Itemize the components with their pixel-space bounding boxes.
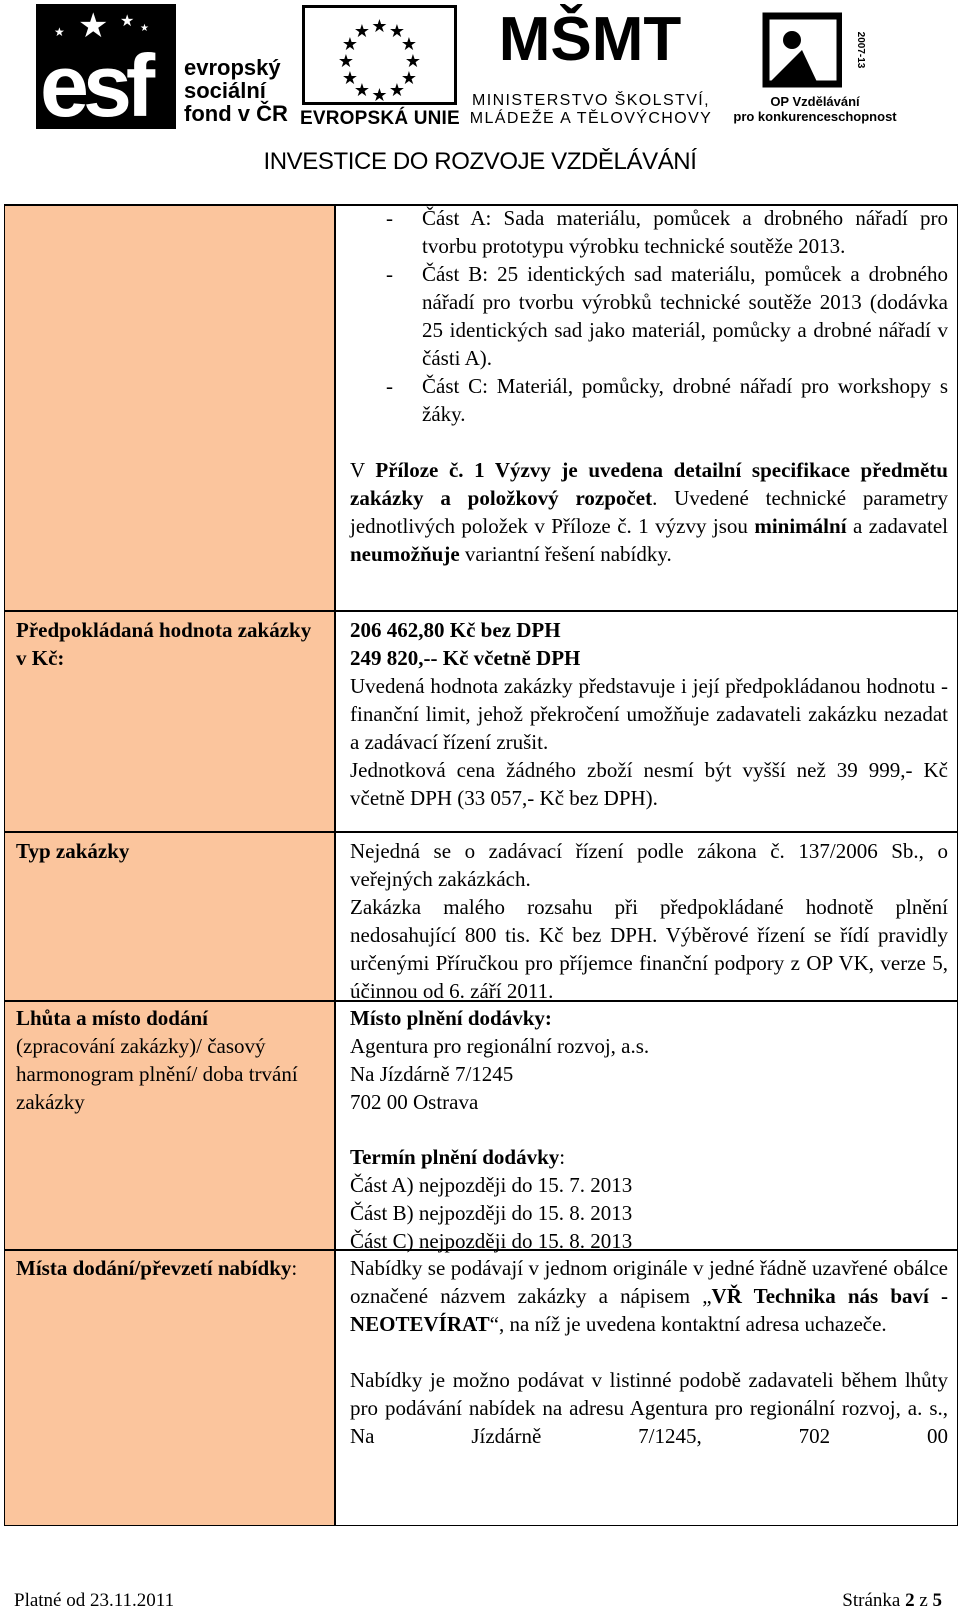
esf-caption-line: fond v ČR <box>184 101 288 126</box>
part-item: - Část C: Materiál, pomůcky, drobné nářadí pro workshopy s žáky. <box>386 374 948 426</box>
delivery-place-title: Místo plnění dodávky: <box>350 1006 552 1030</box>
delivery-label-bold: Lhůta a místo dodání <box>16 1006 208 1030</box>
delivery-label-rest: (zpracování zakázky)/ časový harmonogram plnění/ doba trvání zakázky <box>16 1034 298 1114</box>
op-caption-line: pro konkurenceschopnost <box>733 109 897 124</box>
row-divider <box>4 610 958 612</box>
svg-text:★: ★ <box>371 16 388 37</box>
part-item: - Část A: Sada materiálu, pomůcek a drobného nářadí pro tvorbu prototypu výrobku technické soutěže 2013. <box>386 206 948 258</box>
msmt-logo-letters: MŠMT <box>498 5 682 74</box>
page-number-footer: Stránka 2 z 5 <box>842 1590 942 1611</box>
msmt-logo <box>498 0 682 88</box>
esf-logo-letters: esf <box>40 36 150 135</box>
esf-caption-line: evropský <box>184 55 281 80</box>
svg-text:★: ★ <box>353 80 371 101</box>
address-line: Agentura pro regionální rozvoj, a.s. <box>350 1034 650 1058</box>
op-caption-line: OP Vzdělávání <box>770 94 860 109</box>
svg-text:★: ★ <box>341 34 359 55</box>
delivery-term-line: Část A) nejpozději do 15. 7. 2013 <box>350 1173 633 1197</box>
msmt-caption-line: MLÁDEŽE A TĚLOVÝCHOVY <box>469 110 713 127</box>
investice-banner: INVESTICE DO ROZVOJE VZDĚLÁVÁNÍ <box>263 148 697 175</box>
offer-address-paragraph: Nabídky je možno podávat v listinné podobě zadavateli během lhůty pro podávání nabídek na adresu Agentura pro regionální rozvoj, a. s., Na Jízdárně 7/1245, 702 00 <box>350 1368 948 1448</box>
specification-paragraph: V Příloze č. 1 Výzvy je uvedena detailní specifikace předmětu zakázky a položkový rozpočet. Uvedené technické parametry jednotlivých položek v Příloze č. 1 výzvy jsou minimální a zadavatel neumožňuje variantní řešení nabídky. <box>350 458 949 566</box>
delivery-term-title: Termín plnění dodávky: <box>350 1145 566 1169</box>
svg-text:★: ★ <box>404 51 422 72</box>
address-line: Na Jízdárně 7/1245 <box>350 1062 514 1086</box>
part-b-text: Část B: 25 identických sad materiálu, pomůcek a drobného nářadí pro tvorbu výrobků technické soutěže 2013 (dodávka 25 identických sad jako materiál, pomůcky a drobné nářadí v části A). <box>422 262 948 370</box>
delivery-term-line: Část B) nejpozději do 15. 8. 2013 <box>350 1201 633 1225</box>
svg-text:★: ★ <box>388 21 406 42</box>
offer-submission-label: Místa dodání/převzetí nabídky: <box>16 1256 298 1280</box>
msmt-caption-line: MINISTERSTVO ŠKOLSTVÍ, <box>472 92 710 109</box>
part-a-text: Část A: Sada materiálu, pomůcek a drobného nářadí pro tvorbu prototypu výrobku technické soutěže 2013. <box>422 206 948 258</box>
label-column <box>4 204 334 1526</box>
svg-text:★: ★ <box>337 51 355 72</box>
value-without-vat: 206 462,80 Kč bez DPH <box>350 618 561 642</box>
delivery-cell <box>350 1004 948 1255</box>
op-year-label: 2007-13 <box>855 31 866 69</box>
msmt-caption <box>466 92 716 128</box>
offer-submission-cell <box>350 1254 948 1450</box>
svg-text:★: ★ <box>341 68 359 89</box>
op-caption <box>720 94 910 124</box>
contract-type-scope-note: Zakázka malého rozsahu při předpokládané hodnotě plnění nedosahující 800 tis. Kč bez DPH. Výběrové řízení se řídí pravidly určenými Příručkou pro příjemce finanční podpory z OP VK, verze 5, účinnou od 6. září 2011. <box>350 895 948 1003</box>
delivery-deadline-label <box>16 1004 316 1116</box>
current-page-number: 2 <box>905 1590 915 1611</box>
eu-stars-icon <box>305 8 454 106</box>
eu-caption: EVROPSKÁ UNIE <box>300 108 460 129</box>
unit-price-note: Jednotková cena žádného zboží nesmí být vyšší než 39 999,- Kč včetně DPH (33 057,- Kč bez DPH). <box>350 758 948 810</box>
contract-type-label: Typ zakázky <box>16 839 130 863</box>
specification-table <box>4 204 958 1526</box>
valid-from-footer: Platné od 23.11.2011 <box>14 1590 175 1611</box>
svg-text:★: ★ <box>371 85 388 106</box>
table-border-bottom <box>4 1525 958 1527</box>
svg-text:★: ★ <box>400 68 418 89</box>
esf-caption <box>184 56 288 125</box>
svg-text:★: ★ <box>353 21 371 42</box>
svg-text:★: ★ <box>400 34 418 55</box>
total-pages-number: 5 <box>932 1590 942 1611</box>
value-with-vat: 249 820,-- Kč včetně DPH <box>350 646 581 670</box>
part-c-text: Část C: Materiál, pomůcky, drobné nářadí pro workshopy s žáky. <box>422 374 948 426</box>
column-divider <box>334 204 336 1526</box>
value-limit-note: Uvedená hodnota zakázky představuje i její předpokládanou hodnotu - finanční limit, jehož překročení umožňuje zadavateli zakázku nezadat a zadávací řízení zrušit. <box>350 674 948 754</box>
address-line: 702 00 Ostrava <box>350 1090 479 1114</box>
delivery-term-line: Část C) nejpozději do 15. 8. 2013 <box>350 1229 633 1253</box>
estimated-value-label: Předpokládaná hodnota zakázky v Kč: <box>16 618 312 670</box>
op-logo <box>762 10 872 90</box>
estimated-value-cell <box>350 616 948 812</box>
table-border-right <box>957 204 959 1526</box>
row-divider <box>4 831 958 833</box>
logo-header <box>0 0 960 190</box>
contract-type-law-note: Nejedná se o zadávací řízení podle zákona č. 137/2006 Sb., o veřejných zakázkách. <box>350 839 948 891</box>
part-item: - Část B: 25 identických sad materiálu, pomůcek a drobného nářadí pro tvorbu výrobků technické soutěže 2013 (dodávka 25 identických sad jako materiál, pomůcky a drobné nářadí v části A). <box>386 262 948 370</box>
esf-caption-line: sociální <box>184 78 266 103</box>
esf-logo: ★ ★ ★ ★ esf <box>36 4 176 129</box>
contract-type-cell <box>350 837 948 1005</box>
offer-envelope-paragraph: Nabídky se podávají v jednom originále v jedné řádně uzavřené obálce označené názvem zakázky a nápisem „VŘ Technika nás baví - NEOTEVÍRAT“, na níž je uvedena kontaktní adresa uchazeče. <box>350 1256 949 1336</box>
svg-text:★: ★ <box>388 80 406 101</box>
subject-cell <box>350 204 948 568</box>
eu-flag-logo <box>302 5 457 105</box>
